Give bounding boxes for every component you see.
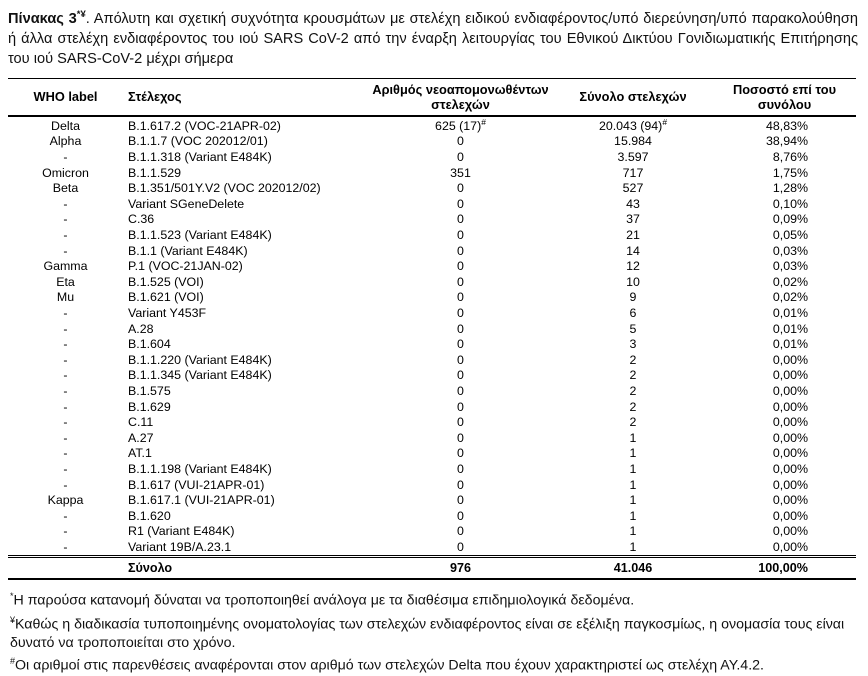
header-strain: Στέλεχος — [123, 78, 368, 116]
strain-cell: B.1.351/501Y.V2 (VOC 202012/02) — [128, 181, 321, 196]
footnote-superscript: # — [10, 656, 16, 667]
total-sum-cell: 41.046 — [553, 557, 713, 580]
new-strains-cell: 0 — [457, 150, 464, 165]
who-label-cell: - — [63, 508, 68, 523]
percent-cell: 0,00% — [772, 524, 808, 539]
total-strains-cell: 1 — [629, 493, 637, 508]
table-caption-text: . Απόλυτη και σχετική συχνότητα κρουσμάτων με στελέχη ειδικού ενδιαφέροντος/υπό διερεύνηση/υπό παρακολούθηση ή άλλα στελέχη ενδιαφέροντος του ιού SARS CoV-2 από την έναρξη λειτουργίας του Εθνικού Δικτύου Γονιδιωματικής Επιτήρησης του ιού SARS-CoV-2 μέχρι σήμερα — [8, 10, 858, 67]
percent-cell: 0,02% — [772, 274, 808, 289]
percent-cell: 0,10% — [772, 196, 808, 211]
table-row — [8, 337, 856, 353]
new-strains-cell: 0 — [457, 368, 464, 383]
total-strains-cell: 2 — [629, 383, 637, 398]
percent-cell: 0,00% — [772, 508, 808, 523]
percent-cell: 0,00% — [772, 477, 808, 492]
table-row — [8, 446, 856, 462]
percent-cell: 0,03% — [772, 259, 808, 274]
percent-cell: 0,01% — [772, 337, 808, 352]
new-strains-cell: 351 — [450, 165, 471, 180]
footnote-text: Η παρούσα κατανομή δύναται να τροποποιηθεί ανάλογα με τα διαθέσιμα επιδημιολογικά δεδομένα. — [13, 593, 635, 610]
new-strains-cell: 0 — [457, 305, 464, 320]
total-strains-cell: 10 — [626, 274, 640, 289]
table-row — [8, 134, 856, 150]
who-label-cell: - — [63, 321, 68, 336]
who-label-cell: Omicron — [42, 165, 89, 180]
header-new-strains: Αριθμός νεοαπομονωθέντων στελεχών — [368, 78, 553, 116]
who-label-cell: Beta — [52, 181, 79, 196]
new-strains-cell: 0 — [457, 243, 464, 258]
percent-cell: 38,94% — [765, 134, 808, 149]
total-strains-cell: 43 — [626, 196, 640, 211]
footnotes — [8, 587, 858, 675]
table-row — [8, 540, 856, 557]
percent-cell: 0,00% — [772, 383, 808, 398]
who-label-cell: Kappa — [47, 493, 84, 508]
table-row — [8, 509, 856, 525]
table-header — [8, 78, 856, 116]
new-strains-cell: 0 — [457, 259, 464, 274]
total-strains-cell: 20.043 (94)# — [598, 116, 668, 133]
who-label-cell: Delta — [51, 118, 80, 133]
who-label-cell: - — [63, 446, 68, 461]
header-row — [8, 78, 856, 116]
footnote-superscript: * — [10, 591, 14, 602]
new-strains-cell: 0 — [457, 477, 464, 492]
total-strains-cell: 527 — [622, 181, 644, 196]
who-label-cell: - — [63, 383, 68, 398]
header-total-strains: Σύνολο στελεχών — [553, 78, 713, 116]
percent-cell: 48,83% — [765, 118, 808, 133]
who-label-cell: - — [63, 524, 68, 539]
new-strains-cell: 0 — [457, 321, 464, 336]
footnote — [10, 652, 858, 675]
strain-cell: B.1.525 (VOI) — [128, 274, 204, 289]
strain-cell: R1 (Variant E484K) — [128, 524, 235, 539]
total-who-cell — [8, 557, 123, 580]
total-strains-cell: 15.984 — [614, 134, 652, 149]
who-label-cell: - — [63, 196, 68, 211]
footnote — [10, 587, 858, 610]
header-who-label: WHO label — [8, 78, 123, 116]
who-label-cell: - — [63, 430, 68, 445]
footnote-text: Καθώς η διαδικασία τυποποιημένης ονοματολογίας των στελεχών ενδιαφέροντος είναι σε εξέλιξη παγκοσμίως, η ονομασία τους είναι δυνατό να τροποποιείται στο χρόνο. — [10, 616, 845, 651]
table-row — [8, 290, 856, 306]
total-strains-cell: 6 — [629, 305, 637, 320]
percent-cell: 0,00% — [772, 461, 808, 476]
percent-cell: 0,01% — [772, 305, 808, 320]
total-strains-cell: 9 — [629, 290, 637, 305]
who-label-cell: - — [63, 477, 68, 492]
who-label-cell: Gamma — [43, 259, 88, 274]
total-strains-cell: 717 — [622, 165, 644, 180]
strain-cell: B.1.629 — [128, 399, 171, 414]
new-strains-cell: 0 — [457, 134, 464, 149]
percent-cell: 0,05% — [772, 228, 808, 243]
who-label-cell: - — [63, 337, 68, 352]
percent-cell: 0,03% — [772, 243, 808, 258]
percent-cell: 0,09% — [772, 212, 808, 227]
total-strains-cell: 2 — [629, 368, 637, 383]
table-row — [8, 400, 856, 416]
total-strains-cell: 1 — [629, 524, 637, 539]
who-label-cell: - — [63, 150, 68, 165]
strain-cell: B.1.1.7 (VOC 202012/01) — [128, 134, 268, 149]
table-row — [8, 368, 856, 384]
table-row — [8, 524, 856, 540]
table-row — [8, 275, 856, 291]
new-strains-cell: 0 — [457, 493, 464, 508]
new-strains-cell: 0 — [457, 383, 464, 398]
percent-cell: 1,75% — [772, 165, 808, 180]
total-strains-cell: 37 — [626, 212, 640, 227]
table-row — [8, 493, 856, 509]
total-pct-cell: 100,00% — [713, 557, 856, 580]
percent-cell: 0,00% — [772, 493, 808, 508]
who-label-cell: - — [63, 539, 68, 554]
strain-cell: B.1.604 — [128, 337, 171, 352]
table-body — [8, 116, 856, 557]
new-strains-cell: 0 — [457, 337, 464, 352]
who-label-cell: - — [63, 415, 68, 430]
new-strains-cell: 0 — [457, 430, 464, 445]
percent-cell: 0,02% — [772, 290, 808, 305]
who-label-cell: - — [63, 368, 68, 383]
strain-cell: A.28 — [128, 321, 154, 336]
who-label-cell: - — [63, 212, 68, 227]
total-strains-cell: 3 — [629, 337, 637, 352]
strain-cell: Variant SGeneDelete — [128, 196, 245, 211]
percent-cell: 0,00% — [772, 430, 808, 445]
total-row — [8, 557, 856, 580]
who-label-cell: - — [63, 228, 68, 243]
strain-cell: AT.1 — [128, 446, 152, 461]
strain-cell: B.1.1.318 (Variant E484K) — [128, 150, 272, 165]
table-row — [8, 116, 856, 135]
table-row — [8, 431, 856, 447]
footnote-text: Οι αριθμοί στις παρενθέσεις αναφέρονται στον αριθμό των στελεχών Delta που έχουν χαρακτηριστεί ως στελέχη ΑΥ.4.2. — [15, 658, 764, 675]
table-row — [8, 415, 856, 431]
percent-cell: 0,00% — [772, 352, 808, 367]
strain-cell: B.1.1.523 (Variant E484K) — [128, 228, 272, 243]
strain-cell: C.36 — [128, 212, 155, 227]
new-strains-cell: 0 — [457, 524, 464, 539]
total-strains-cell: 2 — [629, 415, 637, 430]
percent-cell: 0,00% — [772, 446, 808, 461]
footnote — [10, 611, 858, 653]
total-label-cell: Σύνολο — [123, 557, 368, 580]
who-label-cell: Alpha — [49, 134, 82, 149]
table-caption-label: Πίνακας 3 — [8, 10, 77, 27]
new-strains-cell: 0 — [457, 461, 464, 476]
table-row — [8, 181, 856, 197]
new-strains-cell: 0 — [457, 399, 464, 414]
who-label-cell: Mu — [56, 290, 75, 305]
who-label-cell: - — [63, 399, 68, 414]
who-label-cell: - — [63, 352, 68, 367]
new-strains-cell: 0 — [457, 446, 464, 461]
table-row — [8, 228, 856, 244]
percent-cell: 0,00% — [772, 368, 808, 383]
strain-cell: B.1.621 (VOI) — [128, 290, 204, 305]
strain-cell: B.1.617.1 (VUI-21APR-01) — [128, 493, 275, 508]
new-strains-cell: 0 — [457, 196, 464, 211]
table-row — [8, 150, 856, 166]
strain-cell: B.1.1.529 — [128, 165, 182, 180]
strain-cell: B.1.620 — [128, 508, 171, 523]
table-row — [8, 212, 856, 228]
total-strains-cell: 1 — [629, 461, 637, 476]
table-row — [8, 197, 856, 213]
who-label-cell: - — [63, 243, 68, 258]
who-label-cell: - — [63, 305, 68, 320]
percent-cell: 8,76% — [772, 150, 808, 165]
percent-cell: 0,01% — [772, 321, 808, 336]
who-label-cell: - — [63, 461, 68, 476]
strain-cell: Variant Y453F — [128, 305, 207, 320]
new-strains-cell: 0 — [457, 274, 464, 289]
strain-cell: B.1.1 (Variant E484K) — [128, 243, 248, 258]
strain-cell: P.1 (VOC-21JAN-02) — [128, 259, 243, 274]
total-strains-cell: 5 — [629, 321, 637, 336]
percent-cell: 1,28% — [772, 181, 808, 196]
strain-cell: B.1.1.220 (Variant E484K) — [128, 352, 272, 367]
new-strains-cell: 0 — [457, 508, 464, 523]
total-strains-cell: 1 — [629, 508, 637, 523]
percent-cell: 0,00% — [772, 539, 808, 554]
variants-table — [8, 78, 856, 581]
new-strains-cell: 0 — [457, 539, 464, 554]
table-row — [8, 166, 856, 182]
table-caption — [8, 5, 858, 69]
new-strains-cell: 0 — [457, 290, 464, 305]
table-row — [8, 259, 856, 275]
new-strains-cell: 0 — [457, 352, 464, 367]
total-strains-cell: 1 — [629, 430, 637, 445]
new-strains-cell: 0 — [457, 228, 464, 243]
total-strains-cell: 2 — [629, 399, 637, 414]
total-strains-cell: 14 — [626, 243, 640, 258]
strain-cell: B.1.617.2 (VOC-21APR-02) — [128, 118, 281, 133]
new-strains-cell: 0 — [457, 181, 464, 196]
total-strains-cell: 1 — [629, 446, 637, 461]
total-strains-cell: 12 — [626, 259, 640, 274]
table-row — [8, 353, 856, 369]
total-strains-cell: 2 — [629, 352, 637, 367]
table-caption-superscript: *¥ — [76, 9, 86, 20]
new-strains-cell: 625 (17)# — [435, 116, 486, 133]
who-label-cell: Eta — [56, 274, 75, 289]
total-new-cell: 976 — [368, 557, 553, 580]
strain-cell: Variant 19B/A.23.1 — [128, 539, 232, 554]
total-strains-cell: 1 — [629, 539, 637, 554]
total-strains-cell: 1 — [629, 477, 637, 492]
table-footer — [8, 557, 856, 580]
total-strains-cell: 3.597 — [617, 150, 649, 165]
strain-cell: A.27 — [128, 430, 154, 445]
strain-cell: B.1.617 (VUI-21APR-01) — [128, 477, 265, 492]
total-strains-cell: 21 — [626, 228, 640, 243]
strain-cell: B.1.1.198 (Variant E484K) — [128, 461, 272, 476]
strain-cell: B.1.1.345 (Variant E484K) — [128, 368, 272, 383]
new-strains-cell: 0 — [457, 415, 464, 430]
strain-cell: B.1.575 — [128, 383, 171, 398]
new-strains-cell: 0 — [457, 212, 464, 227]
table-row — [8, 384, 856, 400]
table-row — [8, 322, 856, 338]
header-percent: Ποσοστό επί του συνόλου — [713, 78, 856, 116]
percent-cell: 0,00% — [772, 415, 808, 430]
strain-cell: C.11 — [128, 415, 154, 430]
footnote-superscript: ¥ — [10, 614, 16, 625]
table-row — [8, 462, 856, 478]
table-row — [8, 478, 856, 494]
percent-cell: 0,00% — [772, 399, 808, 414]
table-row — [8, 244, 856, 260]
table-row — [8, 306, 856, 322]
